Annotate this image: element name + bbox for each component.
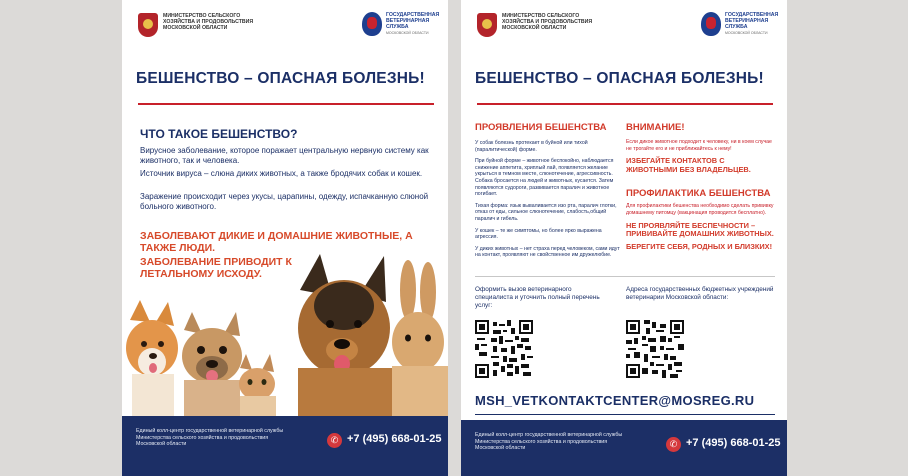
headline: БЕШЕНСТВО – ОПАСНАЯ БОЛЕЗНЬ! [136,70,425,87]
email-underline [475,414,775,415]
moscow-region-crest-icon [138,13,158,37]
phone-number[interactable]: +7 (495) 668-01-25 [347,433,442,445]
definition-paragraph: Вирусное заболевание, которое поражает центральную нервную систему как животного, так и человека. [140,146,429,165]
ministry-name: МИНИСТЕРСТВО СЕЛЬСКОГО ХОЗЯЙСТВА И ПРОДОВОЛЬСТВИЯ МОСКОВСКОЙ ОБЛАСТИ [163,13,254,32]
section-divider [475,276,775,277]
headline: БЕШЕНСТВО – ОПАСНАЯ БОЛЕЗНЬ! [475,70,764,87]
prevention-vaccinate: НЕ ПРОЯВЛЯЙТЕ БЕСПЕЧНОСТИ – ПРИВИВАЙТЕ ДОМАШНИХ ЖИВОТНЫХ. [626,220,774,239]
infection-paragraph: Заражение происходит через укусы, царапины, одежду, испачканную слюной больного животного. [140,192,429,211]
bulldog-illustration [182,312,242,416]
ministry-logo [138,13,263,37]
question-title: ЧТО ТАКОЕ БЕШЕНСТВО? [140,127,298,141]
corgi-illustration [126,300,178,416]
vet-service-sub: МОСКОВСКОЙ ОБЛАСТИ [386,31,429,35]
prevention-text: Для профилактики бешенства необходимо сделать прививку домашнему питомцу (вакцинация проводится бесплатно). [626,203,774,216]
shepherd-illustration [298,254,394,416]
rabbit-illustration [392,260,448,416]
left-poster [122,0,448,476]
vet-service-logo [701,12,779,36]
red-divider [138,103,434,105]
ministry-logo [477,13,602,37]
pets-illustration [122,250,448,416]
attention-title: ВНИМАНИЕ! [626,122,685,133]
vet-service-name: ГОСУДАРСТВЕННАЯ ВЕТЕРИНАРНАЯ СЛУЖБА [725,12,779,30]
manifest-quiet: Тихая форма: язык вываливается изо рта, паралич глотки, отказ от еды, сильное слюнотечение, слабость,общий паралич и гибель. [475,202,617,222]
kitten-illustration [239,354,276,416]
call-center-text: Единый колл-центр государственной ветеринарной службы Министерства сельского хозяйства и продовольствия Московской области [475,432,623,452]
manifest-cats: У кошек – те же симптомы, но более ярко выражена агрессия. [475,227,602,241]
manifest-forms: У собак болезнь протекает в буйной или тихой (паралитической) форме. [475,140,588,153]
vet-service-name-block [386,12,440,36]
vet-service-name: ГОСУДАРСТВЕННАЯ ВЕТЕРИНАРНАЯ СЛУЖБА [386,12,440,30]
manifestations-column [475,122,625,259]
manifest-violent: При буйной форме – животное беспокойно, наблюдается снижение аппетита, хриплый лай, появляется желание укрыться в темном месте, слюнотечение, агрессивность. Собака бросается на людей и животных, кусается. Затем появляются судороги, развивается паралич и животное погибает. [475,158,614,198]
moscow-region-crest-icon [477,13,497,37]
vet-service-name-block [725,12,779,36]
phone-icon: ✆ [327,433,342,448]
prevention-care: БЕРЕГИТЕ СЕБЯ, РОДНЫХ И БЛИЗКИХ! [626,241,773,251]
vet-service-logo [362,12,440,36]
vet-service-emblem-icon [362,12,382,36]
qr-code-addresses[interactable] [626,320,684,378]
source-paragraph: Источник вируса – слюна диких животных, а также бродячих собак и кошек. [140,169,423,178]
qr-left-caption: Оформить вызов ветеринарного специалиста и уточнить полный перечень услуг: [475,286,600,309]
poster-header [122,10,448,44]
warning-affected: ЗАБОЛЕВАЮТ ДИКИЕ И ДОМАШНИЕ ЖИВОТНЫЕ, А ТАКЖЕ ЛЮДИ. [140,230,413,254]
attention-text: Если дикое животное подходит к человеку, ни в коем случае не трогайте его и не приближайтесь к нему! [626,139,772,152]
vet-service-emblem-icon [701,12,721,36]
right-poster [461,0,787,476]
red-divider [477,103,773,105]
manifest-wild: У диких животных – нет страха перед человеком, сами идут на контакт, проявляют не свойственное им дружелюбие. [475,245,620,259]
qr-code-services[interactable] [475,320,533,378]
footer-bar [122,416,448,476]
phone-icon: ✆ [666,437,681,452]
footer-bar [461,420,787,476]
attention-avoid: ИЗБЕГАЙТЕ КОНТАКТОВ С ЖИВОТНЫМИ БЕЗ ВЛАДЕЛЬЦЕВ. [626,156,751,174]
prevention-title: ПРОФИЛАКТИКА БЕШЕНСТВА [626,188,771,200]
attention-column [626,122,776,251]
vet-service-sub: МОСКОВСКОЙ ОБЛАСТИ [725,31,768,35]
poster-header [461,10,787,44]
phone-number[interactable]: +7 (495) 668-01-25 [686,437,781,449]
manifestations-title: ПРОЯВЛЕНИЯ БЕШЕНСТВА [475,122,607,133]
call-center-text: Единый колл-центр государственной ветеринарной службы Министерства сельского хозяйства и продовольствия Московской области [136,428,284,448]
ministry-name: МИНИСТЕРСТВО СЕЛЬСКОГО ХОЗЯЙСТВА И ПРОДОВОЛЬСТВИЯ МОСКОВСКОЙ ОБЛАСТИ [502,13,593,32]
email-address[interactable]: MSH_VETKONTAKTCENTER@MOSREG.RU [475,393,755,408]
qr-right-caption: Адреса государственных бюджетных учреждений ветеринарии Московской области: [626,286,774,301]
warning-lethal: ЗАБОЛЕВАНИЕ ПРИВОДИТ К ЛЕТАЛЬНОМУ ИСХОДУ. [140,256,292,280]
